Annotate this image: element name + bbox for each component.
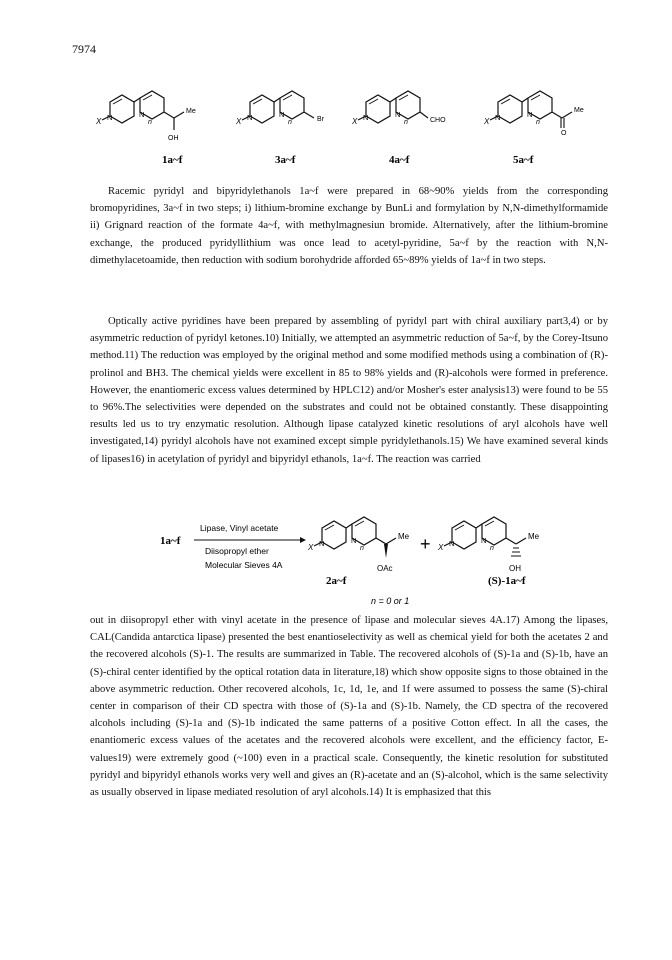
structure-3a bbox=[242, 91, 314, 123]
paragraph-2: Optically active pyridines have been prepared by assembling of pyridyl part with chiral auxiliary part3,4) or by asymmetric reduction of pyridyl ketones.10) Initially, we attempted an asymmetric reduction of 5a~f, by the Corey-Itsuno method.11) The reduction was employed by the original method and some modified methods using a combination of (R)-prolinol and BH3. The chemical yields were excellent in 85 to 98% yields and (R)-alcohols were formed in preference. However, the enantiomeric excess values determined by HPLC12) and/or Mosher's ester analysis13) were found to be 55 to 96%.The selectivities were depended on the substrates and could not be obtained constantly. These disappointing results led us to try enzymatic resolution. Although lipase catalyzed kinetic resolutions of aryl alcohols have well investigated,14) pyridyl alcohols have not examined except simple pyridylethanols.15) We have examined several kinds of lipases16) in acetylation of pyridyl and bipyridyl ethanols, 1a~f. The reaction was carried bbox=[90, 316, 608, 465]
p2-n-index: n bbox=[490, 545, 494, 552]
s4-n1: N bbox=[363, 113, 369, 122]
s3-n2: N bbox=[279, 110, 285, 119]
n-note: n = 0 or 1 bbox=[371, 596, 410, 606]
p1-x: X bbox=[308, 543, 314, 552]
s1-x: X bbox=[96, 117, 102, 126]
s4-cho: CHO bbox=[430, 117, 446, 124]
p2-x: X bbox=[438, 543, 444, 552]
s5-n-index: n bbox=[536, 119, 540, 126]
p2-n2: N bbox=[481, 536, 487, 545]
p2-oh: OH bbox=[509, 564, 521, 573]
s1-n-index: n bbox=[148, 119, 152, 126]
p1-n-index: n bbox=[360, 545, 364, 552]
p2-me: Me bbox=[528, 532, 540, 541]
s4-label: 4a~f bbox=[389, 154, 410, 166]
s4-n2: N bbox=[395, 110, 401, 119]
reaction-scheme bbox=[0, 502, 672, 612]
scheme-reactant: 1a~f bbox=[160, 535, 181, 547]
s3-label: 3a~f bbox=[275, 154, 296, 166]
structure-4a bbox=[358, 91, 428, 123]
p1-n2: N bbox=[351, 536, 357, 545]
s5-x: X bbox=[484, 117, 490, 126]
plus-sign: + bbox=[420, 534, 431, 554]
structures-row bbox=[0, 0, 672, 166]
page-number: 7974 bbox=[72, 42, 96, 56]
s5-n1: N bbox=[495, 113, 501, 122]
p1-oac: OAc bbox=[377, 564, 393, 573]
reagent-top: Lipase, Vinyl acetate bbox=[200, 523, 279, 533]
s3-n-index: n bbox=[288, 119, 292, 126]
s1-oh: OH bbox=[168, 135, 179, 142]
p1-me: Me bbox=[398, 532, 410, 541]
s1-n2: N bbox=[139, 110, 145, 119]
s3-x: X bbox=[236, 117, 242, 126]
product-1-label: 2a~f bbox=[326, 575, 347, 587]
s5-n2: N bbox=[527, 110, 533, 119]
s4-n-index: n bbox=[404, 119, 408, 126]
p2-n1: N bbox=[449, 539, 455, 548]
s1-me: Me bbox=[186, 108, 196, 115]
s5-label: 5a~f bbox=[513, 154, 534, 166]
s5-me: Me bbox=[574, 107, 584, 114]
reagent-bottom-1: Diisopropyl ether bbox=[205, 546, 269, 556]
product-2-label: (S)-1a~f bbox=[488, 575, 526, 587]
paragraph-3: out in diisopropyl ether with vinyl acetate in the presence of lipase and molecular sieves 4A.17) Among the lipases, CAL(Candida antarctica lipase) presented the best enantioselectivity as well as chemical yield for both the acetates 2 and the recovered alcohols (S)-1. The results are summarized in Table. The recovered alcohols of (S)-1a and (S)-1b, have an (S)-chiral center identified by the optical rotation data in literature,18) which show opposite signs to those obtained in the above asymmetric reduction. Other recovered alcohols, 1c, 1d, 1e, and 1f were assumed to possess the same (S)-chiral center in comparison of their CD spectra with those of (S)-1a and (S)-1b. Namely, the CD spectra of the recovered alcohols including (S)-1a and (S)-1b indicated the same patterns of a positive Cotton effect. In all the cases, the enantiomeric excess values of the acetates and the recovered alcohols were excellent, and the efficiency factor, E-values19) were extremely good (~100) even in a practical scale. Consequently, the kinetic resolution for substituted pyridyl and bipyridyl ethanols works very well and gives an (R)-acetate and an (S)-alcohol, which is the same selectivity as usually observed in lipase mediated resolution of aryl alcohols.14) It is emphasized that this bbox=[90, 615, 608, 799]
p1-n1: N bbox=[319, 539, 325, 548]
s4-x: X bbox=[352, 117, 358, 126]
s3-n1: N bbox=[247, 113, 253, 122]
reagent-bottom-2: Molecular Sieves 4A bbox=[205, 560, 283, 570]
s1-n1: N bbox=[107, 113, 113, 122]
s5-o: O bbox=[561, 130, 567, 137]
s3-br: Br bbox=[317, 116, 324, 123]
s1-label: 1a~f bbox=[162, 154, 183, 166]
paragraph-1: Racemic pyridyl and bipyridylethanols 1a~f were prepared in 68~90% yields from the corresponding bromopyridines, 3a~f in two steps; i) lithium-bromine exchange by BunLi and formylation by N,N-dimethylformamide ii) Grignard reaction of the formate 4a~f, with methylmagnesiun bromide. Alternatively, after the lithium-bromine exchange, the produced pyridyllithium was once lead to acetyl-pyridine, 5a~f by the reaction with N,N-dimethylacetoamide, then reduction with sodium borohydride afforded 65~89% yields of 1a~f in two steps. bbox=[90, 186, 608, 266]
